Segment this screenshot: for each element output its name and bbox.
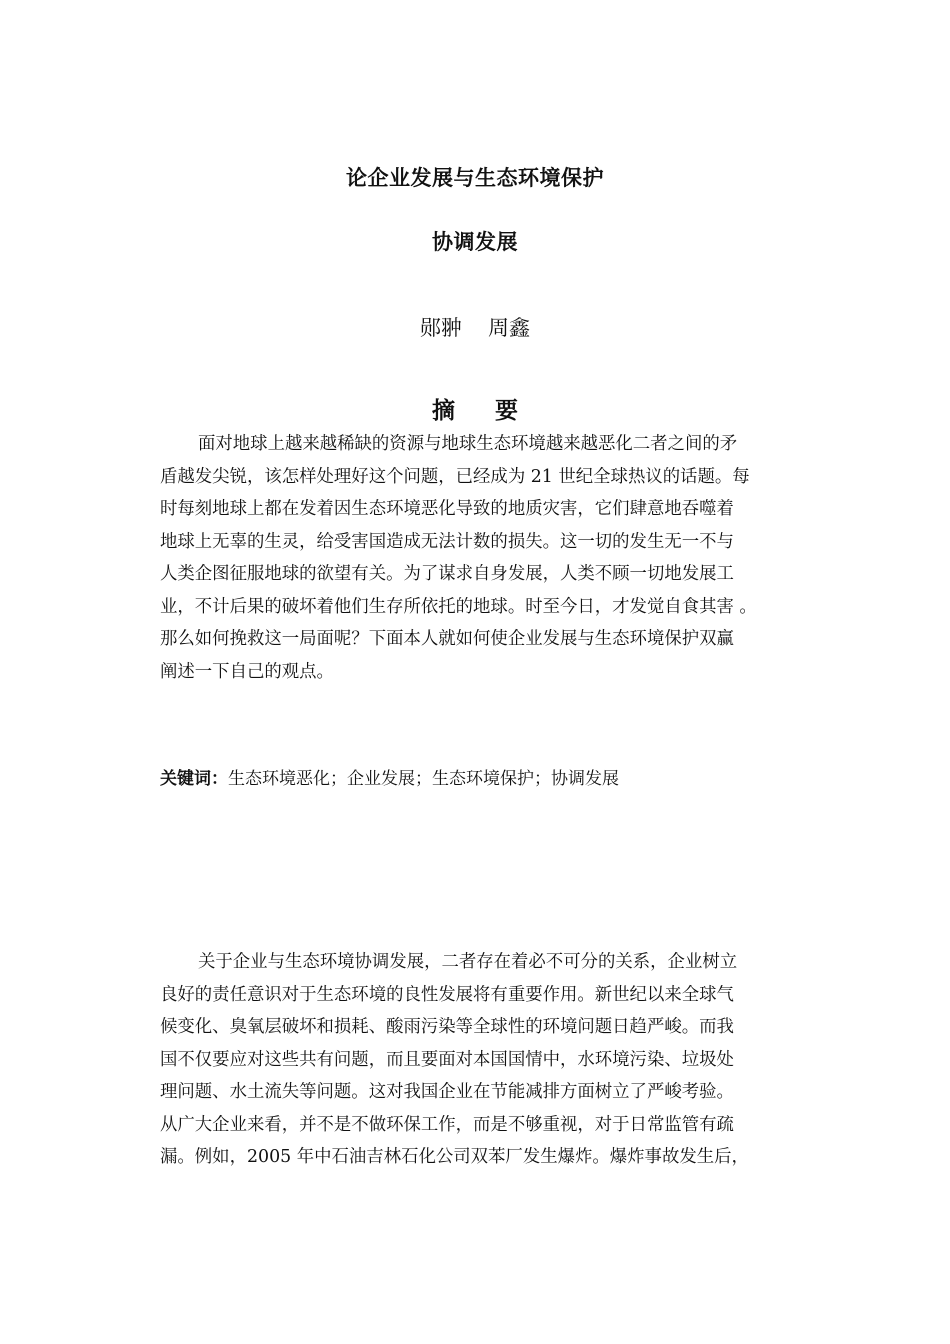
abstract-line: 业，不计后果的破坏着他们生存所依托的地球。时至今日，才发觉自食其害 。 <box>160 596 757 617</box>
body-line: 国不仅要应对这些共有问题，而且要面对本国国情中，水环境污染、垃圾处 <box>160 1049 734 1070</box>
abstract-line: 面对地球上越来越稀缺的资源与地球生态环境越来越恶化二者之间的矛 <box>198 434 738 454</box>
body-line: 漏。例如，2005 年中石油吉林石化公司双苯厂发生爆炸。爆炸事故发生后， <box>160 1147 749 1167</box>
keywords-text: 生态环境恶化；企业发展；生态环境保护；协调发展 <box>228 769 619 789</box>
body-line: 关于企业与生态环境协调发展，二者存在着必不可分的关系，企业树立 <box>198 952 738 972</box>
abstract-line: 人类企图征服地球的欲望有关。为了谋求自身发展，人类不顾一切地发展工 <box>160 564 734 584</box>
body-paragraph <box>160 946 820 1174</box>
author-2: 周鑫 <box>488 316 530 340</box>
body-line: 从广大企业来看，并不是不做环保工作，而是不够重视，对于日常监管有疏 <box>160 1114 734 1135</box>
title-line-2: 协调发展 <box>432 230 518 254</box>
abstract-line: 盾越发尖锐，该怎样处理好这个问题，已经成为 21 世纪全球热议的话题。每 <box>160 466 750 487</box>
body-line: 理问题、水土流失等问题。这对我国企业在节能减排方面树立了严峻考验。 <box>160 1082 734 1102</box>
abstract-line: 时每刻地球上都在发着因生态环境恶化导致的地质灾害，它们肆意地吞噬着 <box>160 499 734 519</box>
body-line: 候变化、臭氧层破坏和损耗、酸雨污染等全球性的环境问题日趋严峻。而我 <box>160 1017 734 1037</box>
abstract-line: 那么如何挽救这一局面呢？下面本人就如何使企业发展与生态环境保护双赢 <box>160 629 734 649</box>
abstract-paragraph <box>160 428 820 688</box>
keywords-label: 关键词： <box>160 769 228 789</box>
title-line-1: 论企业发展与生态环境保护 <box>346 166 604 190</box>
abstract-line: 地球上无辜的生灵，给受害国造成无法计数的损失。这一切的发生无一不与 <box>160 531 734 552</box>
abstract-heading: 摘要 <box>432 398 558 424</box>
keywords <box>160 764 619 789</box>
body-line: 良好的责任意识对于生态环境的良性发展将有重要作用。新世纪以来全球气 <box>160 984 734 1005</box>
authors <box>0 312 950 342</box>
abstract-line: 阐述一下自己的观点。 <box>160 661 334 682</box>
author-1: 郧翀 <box>420 316 462 340</box>
